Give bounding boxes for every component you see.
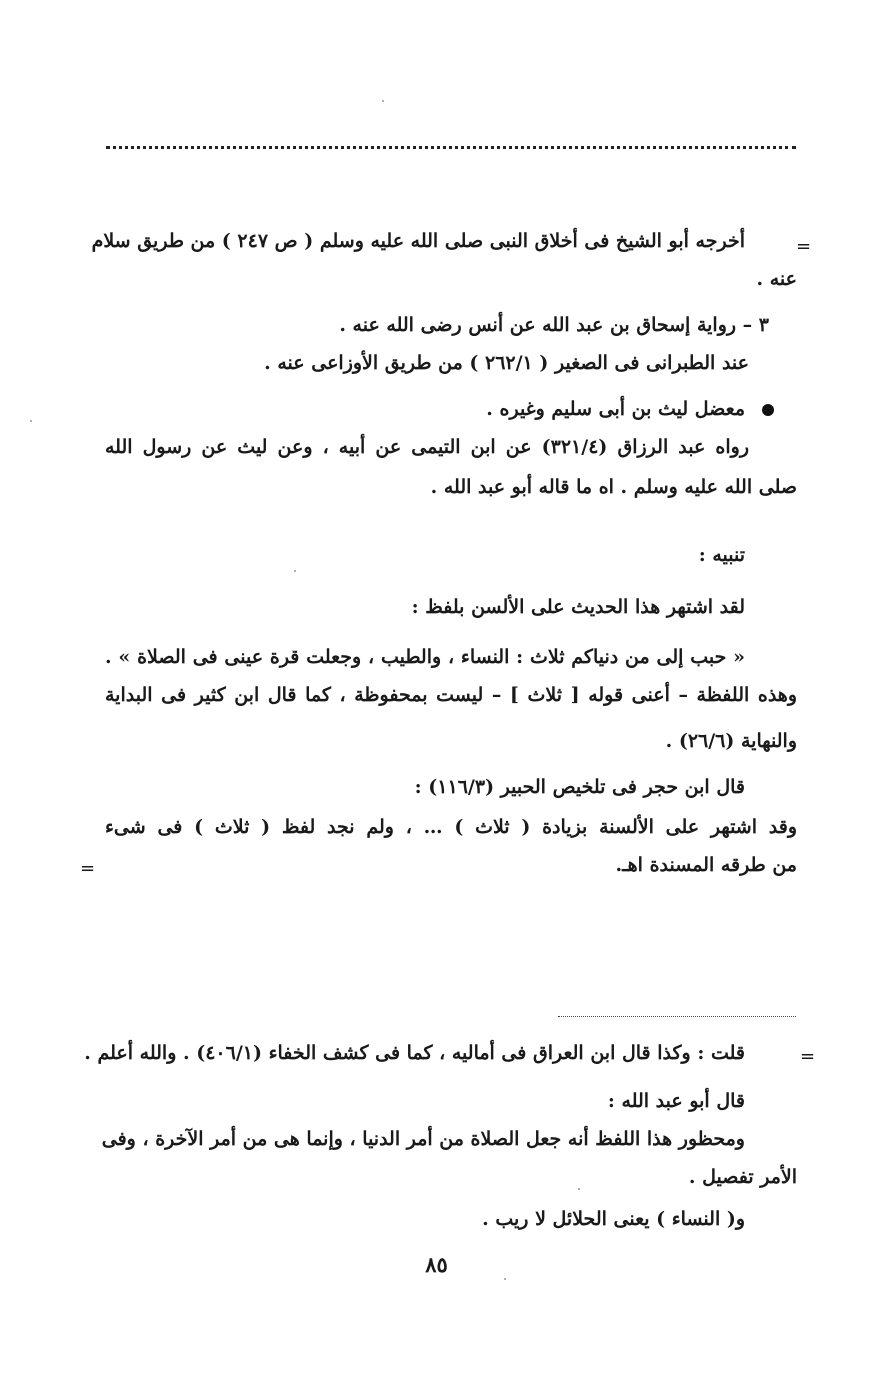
bullet-line: معضل ليث بن أبى سليم وغيره .	[486, 398, 745, 420]
notice-line: وقد اشتهر على الألسنة بزيادة ( ثلاث ) … ، ولم نجد لفظ ( ثلاث ) فى شىء	[105, 816, 797, 838]
notice-line: قال ابن حجر فى تلخيص الحبير (١١٦/٣) :	[414, 776, 745, 798]
bullet-icon	[762, 404, 774, 416]
footnote-line: قال أبو عبد الله :	[607, 1090, 745, 1112]
continuation-mark: =	[800, 1046, 816, 1067]
scan-speck	[504, 1278, 506, 1280]
scan-speck	[382, 100, 384, 102]
scan-speck	[578, 1188, 580, 1190]
footnote-line: قلت : وكذا قال ابن العراق فى أماليه ، كما فى كشف الخفاء (٤٠٦/١) . والله أعلم .	[84, 1042, 745, 1064]
scan-speck	[294, 570, 296, 572]
continuation-mark: =	[796, 236, 812, 257]
page-number: ٨٥	[425, 1252, 448, 1277]
footnote-line: ومحظور هذا اللفظ أنه جعل الصلاة من أمر الدنيا ، وإنما هى من أمر الآخرة ، وفى	[101, 1128, 745, 1150]
continues-mark: =	[80, 858, 96, 879]
notice-line: وهذه اللفظة – أعنى قوله [ ثلاث ] – ليست بمحفوظة ، كما قال ابن كثير فى البداية	[105, 684, 797, 706]
footnote-separator-bottom	[558, 1016, 796, 1017]
scan-speck	[30, 420, 32, 422]
footnote-line: و( النساء ) يعنى الحلائل لا ريب .	[482, 1208, 745, 1230]
footnote-paragraph-line: رواه عبد الرزاق (٣٢١/٤) عن ابن التيمى عن أبيه ، وعن ليث عن رسول الله	[105, 436, 749, 458]
numbered-item: ٣ – رواية إسحاق بن عبد الله عن أنس رضى الله عنه .	[339, 314, 769, 336]
notice-line: من طرقه المسندة اهـ.	[615, 854, 797, 876]
footnote-line: الأمر تفصيل .	[688, 1166, 797, 1188]
numbered-item-detail: عند الطبرانى فى الصغير ( ٢٦٢/١ ) من طريق الأوزاعى عنه .	[264, 352, 749, 374]
notice-line: والنهاية (٢٦/٦) .	[665, 730, 797, 752]
footnote-paragraph-line: صلى الله عليه وسلم . اه ما قاله أبو عبد الله .	[430, 476, 797, 498]
notice-line: « حبب إلى من دنياكم ثلاث : النساء ، والطيب ، وجعلت قرة عينى فى الصلاة » .	[105, 646, 745, 668]
footnote-line: أخرجه أبو الشيخ فى أخلاق النبى صلى الله عليه وسلم ( ص ٢٤٧ ) من طريق سلام	[91, 230, 745, 252]
notice-line: لقد اشتهر هذا الحديث على الألسن بلفظ :	[411, 596, 745, 618]
footnote-separator-top	[106, 146, 796, 149]
notice-heading: تنبيه :	[698, 544, 745, 566]
footnote-line: عنه .	[756, 268, 797, 290]
